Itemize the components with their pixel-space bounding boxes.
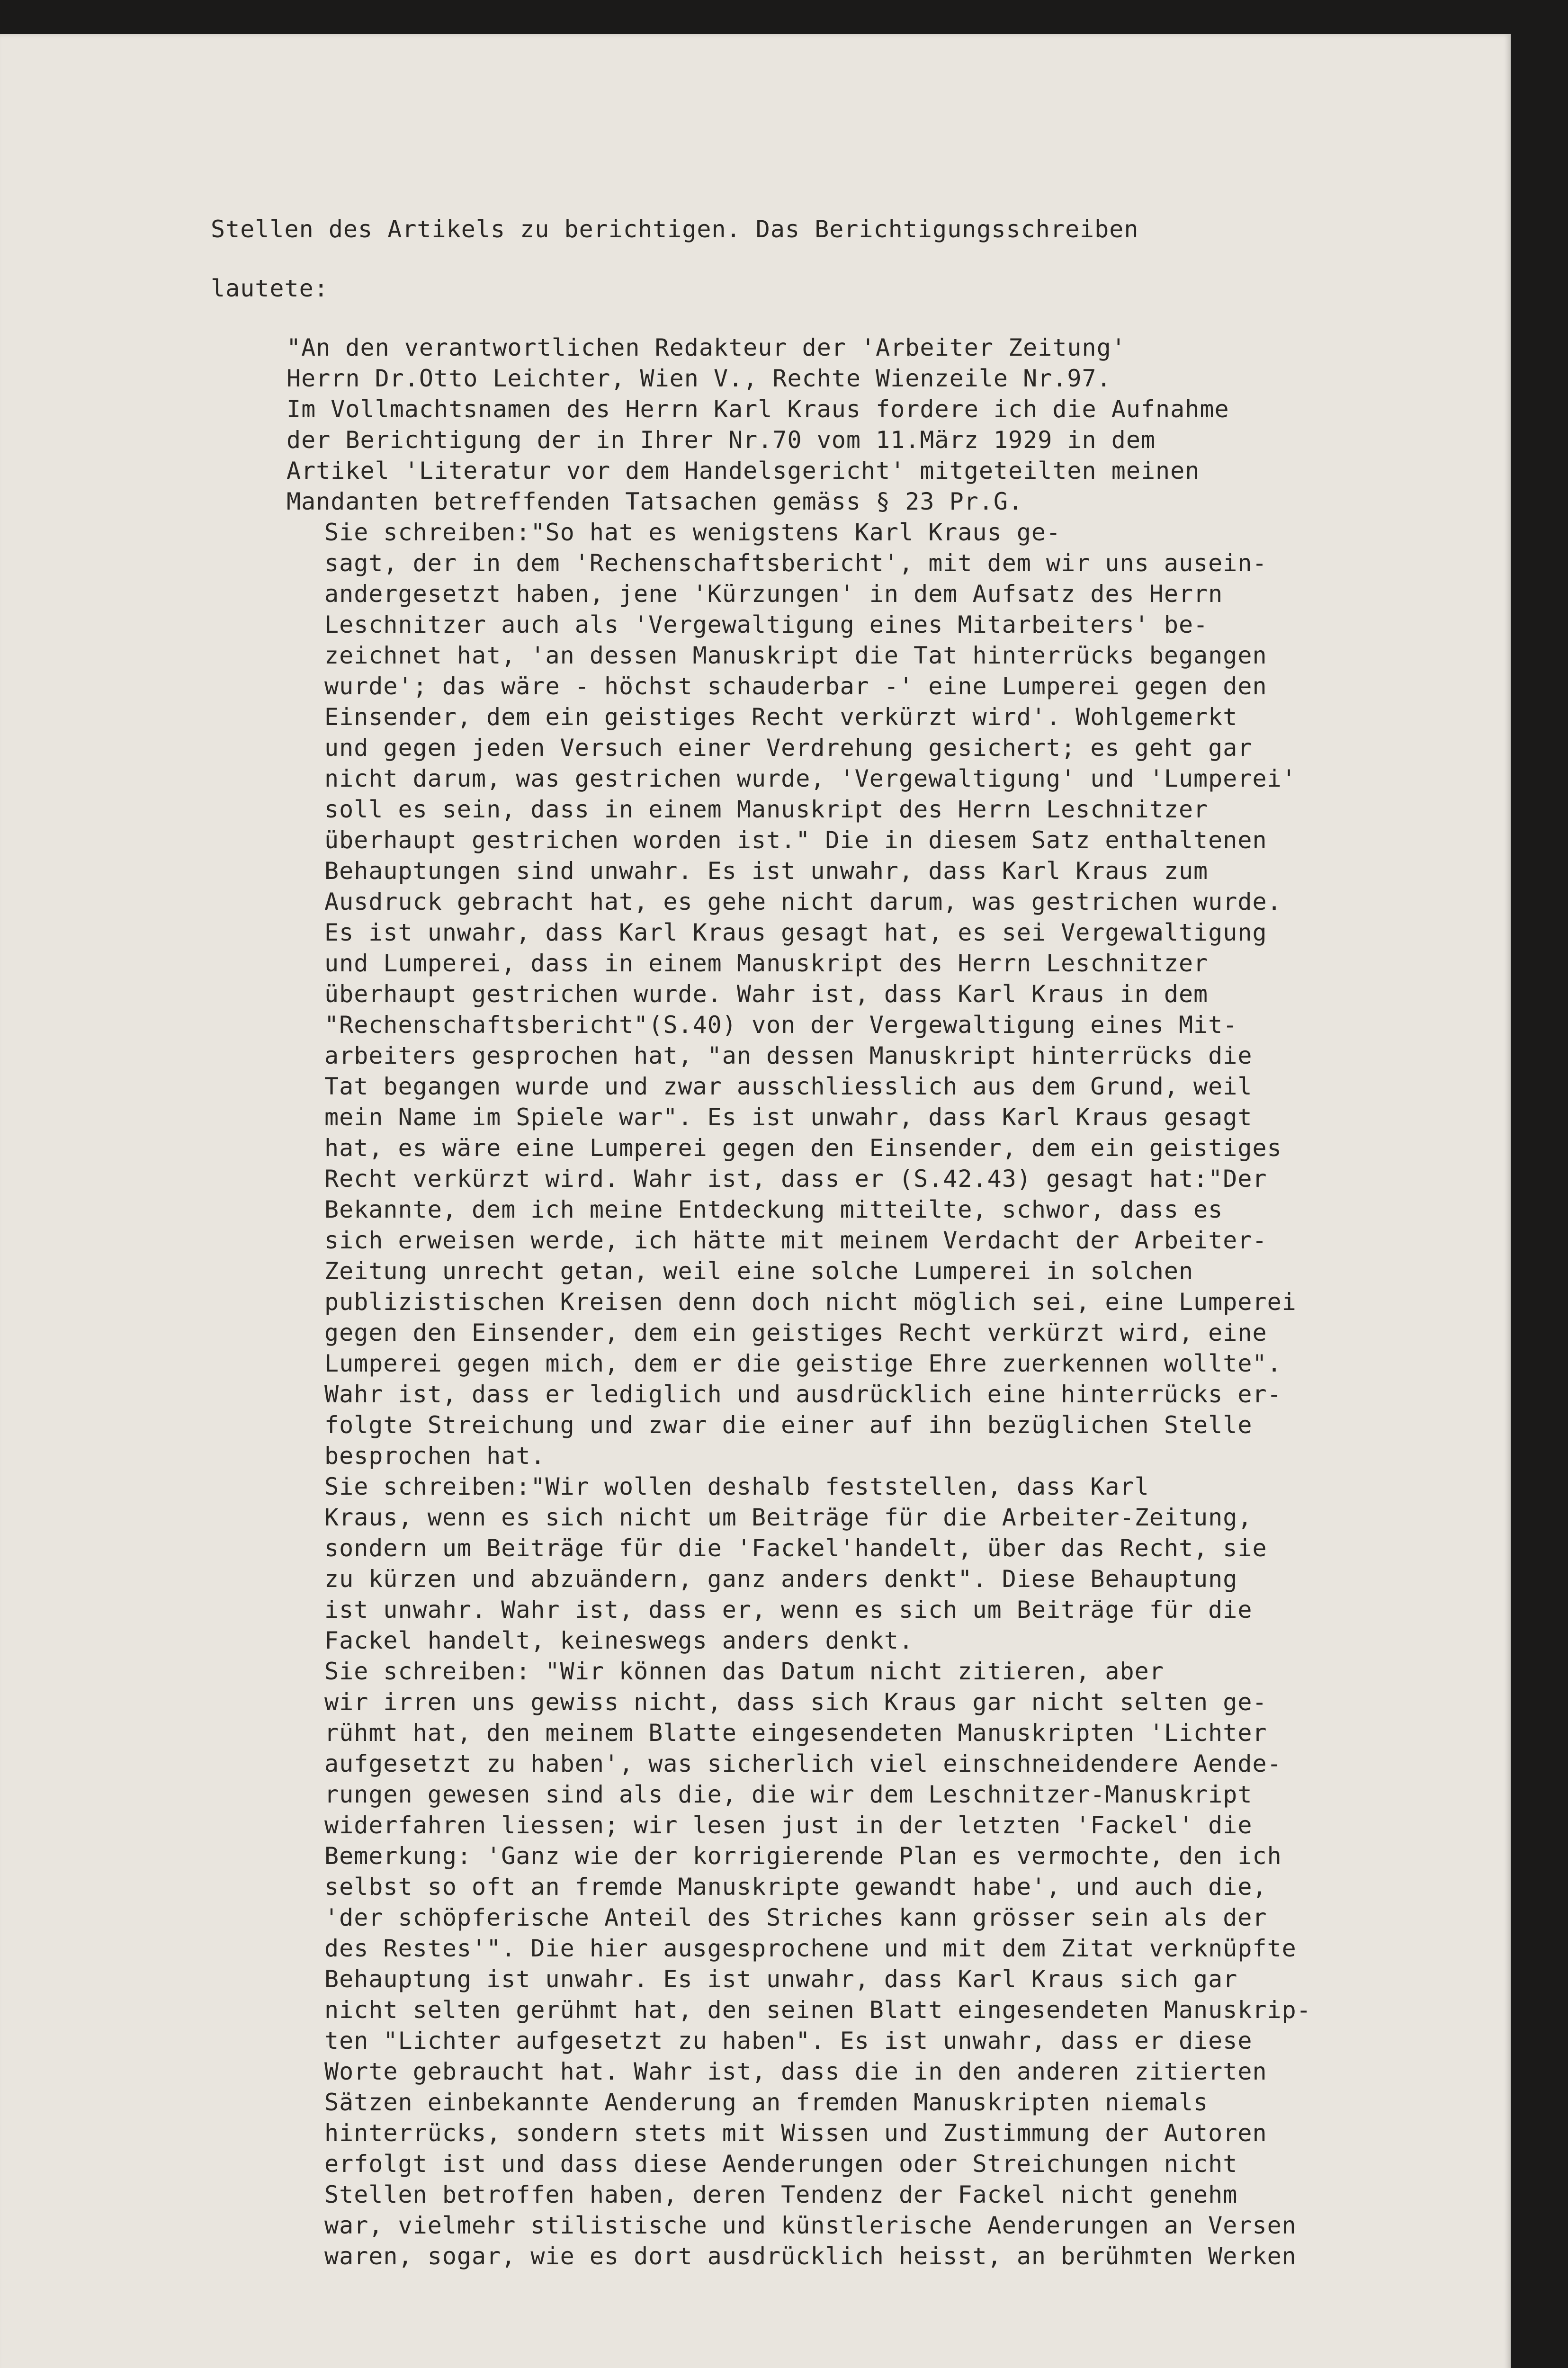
paragraph-2: Sie schreiben:"Wir wollen deshalb feststellen, dass Karl Kraus, wenn es sich nicht um Beiträge für die Arbeiter-Zeitung, sondern um Beiträge für die 'Fackel'handelt, über das Recht, sie zu kürzen und abzuändern, ganz anders denkt". Diese Behauptung ist unwahr. Wahr ist, dass er, wenn es sich um Beiträge für die Fackel handelt, keineswegs anders denkt. bbox=[324, 1473, 1267, 1654]
letter-header: "An den verantwortlichen Redakteur der 'Arbeiter Zeitung' Herrn Dr.Otto Leichter, Wien V., Rechte Wienzeile Nr.97. Im Vollmachtsnamen des Herrn Karl Kraus fordere ich die Aufnahme der Berichtigung der in Ihrer Nr.70 vom 11.März 1929 in dem Artikel 'Literatur vor dem Handelsgericht' mitgeteilten meinen Mandanten betreffenden Tatsachen gemäss § 23 Pr.G. bbox=[287, 334, 1229, 515]
typed-text bbox=[211, 214, 1485, 2272]
intro-line-2: lautete: bbox=[211, 275, 329, 302]
document-page bbox=[0, 34, 1511, 2368]
scan-border bbox=[1511, 34, 1568, 2368]
paragraph-1: Sie schreiben:"So hat es wenigstens Karl Kraus ge- sagt, der in dem 'Rechenschaftsbericht', mit dem wir uns ausein- andergesetzt haben, jene 'Kürzungen' in dem Aufsatz des Herrn Leschnitzer auch als 'Vergewaltigung eines Mitarbeiters' be- zeichnet hat, 'an dessen Manuskript die Tat hinterrücks begangen wurde'; das wäre - höchst schauderbar -' eine Lumperei gegen den Einsender, dem ein geistiges Recht verkürzt wird'. Wohlgemerkt und gegen jeden Versuch einer Verdrehung gesichert; es geht gar nicht darum, was gestrichen wurde, 'Vergewaltigung' und 'Lumperei' soll es sein, dass in einem Manuskript des Herrn Leschnitzer überhaupt gestrichen worden ist." Die in diesem Satz enthaltenen Behauptungen sind unwahr. Es ist unwahr, dass Karl Kraus zum Ausdruck gebracht hat, es gehe nicht darum, was gestrichen wurde. Es ist unwahr, dass Karl Kraus gesagt hat, es sei Vergewaltigung und Lumperei, dass in einem Manuskript des Herrn Leschnitzer überhaupt gestrichen wurde. Wahr ist, dass Karl Kraus in dem "Rechenschaftsbericht"(S.40) von der Vergewaltigung eines Mit- arbeiters gesprochen hat, "an dessen Manuskript hinterrücks die Tat begangen wurde und zwar ausschliesslich aus dem Grund, weil mein Name im Spiele war". Es ist unwahr, dass Karl Kraus gesagt hat, es wäre eine Lumperei gegen den Einsender, dem ein geistiges Recht verkürzt wird. Wahr ist, dass er (S.42.43) gesagt hat:"Der Bekannte, dem ich meine Entdeckung mitteilte, schwor, dass es sich erweisen werde, ich hätte mit meinem Verdacht der Arbeiter- Zeitung unrecht getan, weil eine solche Lumperei in solchen publizistischen Kreisen denn doch nicht möglich sei, eine Lumperei gegen den Einsender, dem ein geistiges Recht verkürzt wird, eine Lumperei gegen mich, dem er die geistige Ehre zuerkennen wollte". Wahr ist, dass er lediglich und ausdrücklich eine hinterrücks er- folgte Streichung und zwar die einer auf ihn bezüglichen Stelle besprochen hat. bbox=[324, 519, 1297, 1470]
intro-line: Stellen des Artikels zu berichtigen. Das Berichtigungsschreiben bbox=[211, 215, 1139, 243]
paragraph-3: Sie schreiben: "Wir können das Datum nicht zitieren, aber wir irren uns gewiss nicht, dass sich Kraus gar nicht selten ge- rühmt hat, den meinem Blatte eingesendeten Manuskripten 'Lichter aufgesetzt zu haben', was sicherlich viel einschneidendere Aende- rungen gewesen sind als die, die wir dem Leschnitzer-Manuskript widerfahren liessen; wir lesen just in der letzten 'Fackel' die Bemerkung: 'Ganz wie der korrigierende Plan es vermochte, den ich selbst so oft an fremde Manuskripte gewandt habe', und auch die, 'der schöpferische Anteil des Striches kann grösser sein als der des Restes'". Die hier ausgesprochene und mit dem Zitat verknüpfte Behauptung ist unwahr. Es ist unwahr, dass Karl Kraus sich gar nicht selten gerühmt hat, den seinen Blatt eingesendeten Manuskrip- ten "Lichter aufgesetzt zu haben". Es ist unwahr, dass er diese Worte gebraucht hat. Wahr ist, dass die in den anderen zitierten Sätzen einbekannte Aenderung an fremden Manuskripten niemals hinterrücks, sondern stets mit Wissen und Zustimmung der Autoren erfolgt ist und dass diese Aenderungen oder Streichungen nicht Stellen betroffen haben, deren Tendenz der Fackel nicht genehm war, vielmehr stilistische und künstlerische Aenderungen an Versen waren, sogar, wie es dort ausdrücklich heisst, an berühmten Werken bbox=[324, 1658, 1311, 2270]
